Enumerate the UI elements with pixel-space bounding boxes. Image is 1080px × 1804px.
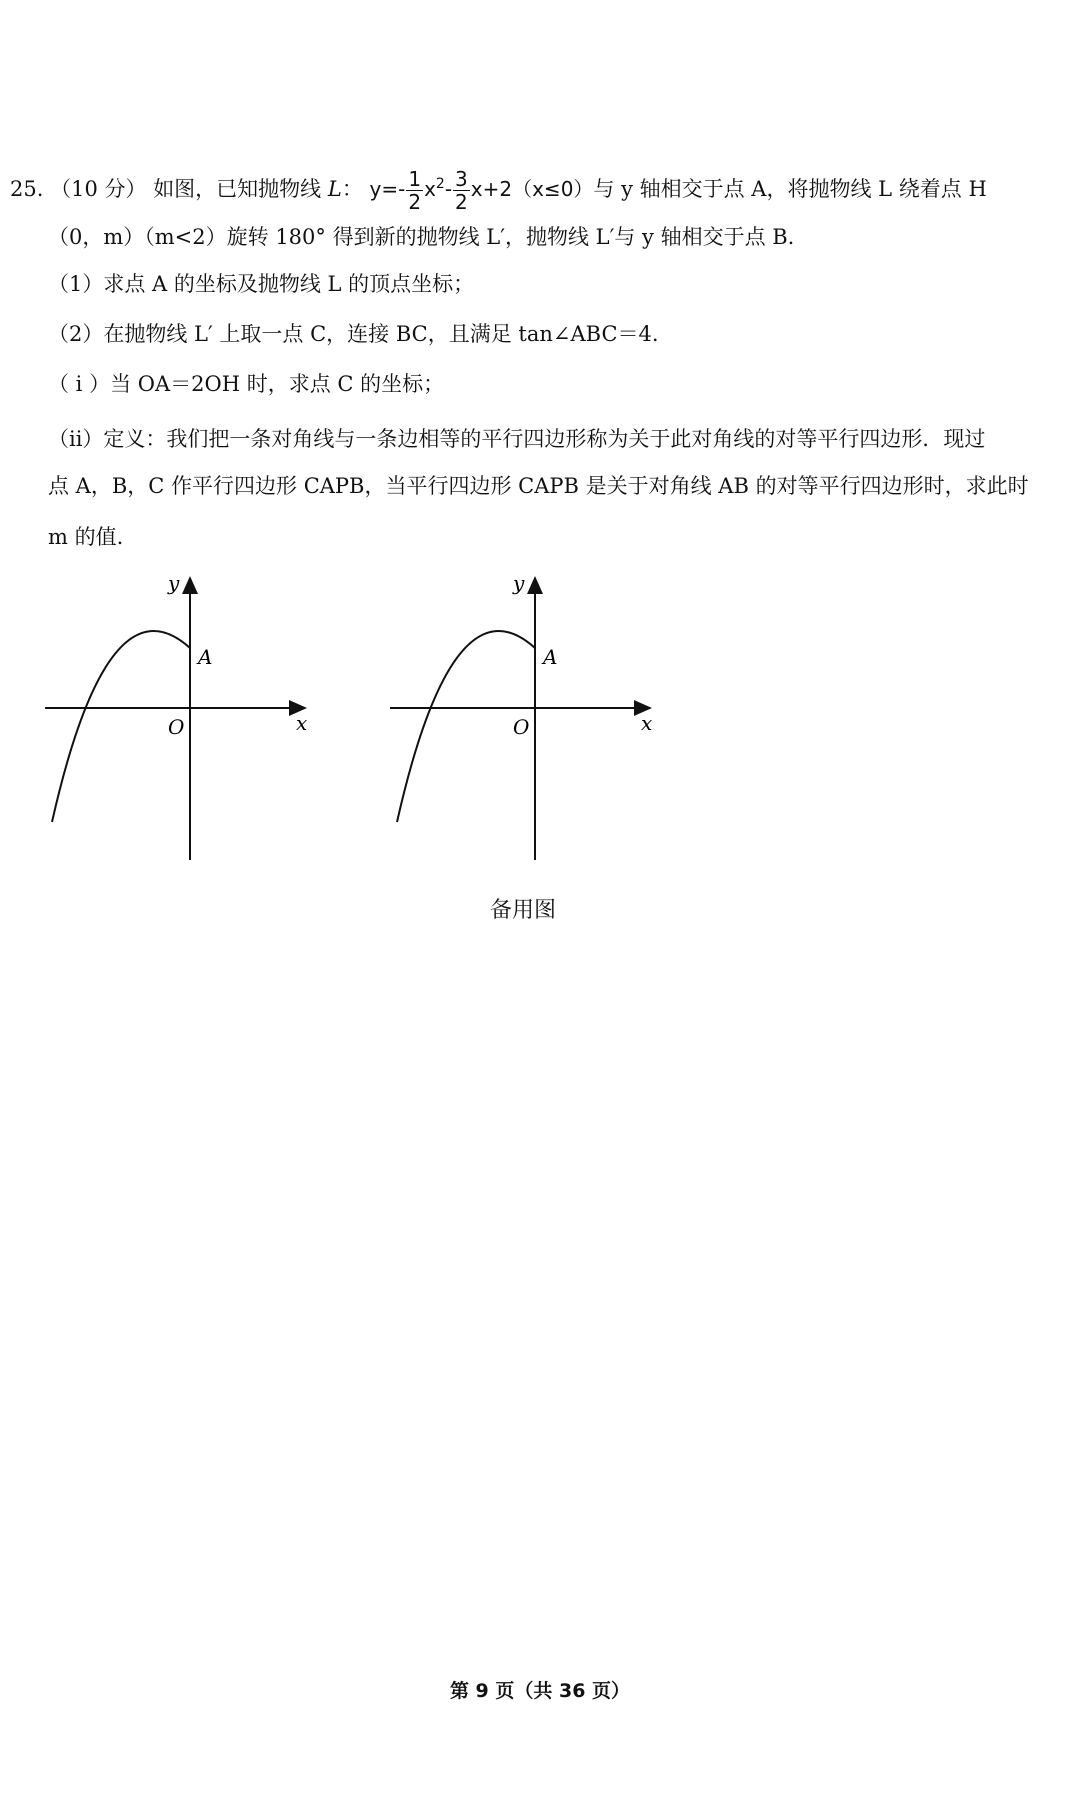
figure-caption: 备用图 bbox=[490, 898, 557, 923]
problem-score: （10 分） bbox=[50, 177, 147, 201]
page-footer: 第 9 页（共 36 页） bbox=[449, 1680, 631, 1702]
point-a-label: A bbox=[198, 645, 213, 669]
fraction-2-den: 2 bbox=[455, 190, 468, 214]
figure-backup bbox=[385, 568, 665, 868]
axis-label-x: x bbox=[296, 711, 308, 735]
axis-label-y: y bbox=[513, 571, 525, 595]
question-2-ii-line-2: 点 A，B，C 作平行四边形 CAPB，当平行四边形 CAPB 是关于对角线 AB 的对等平行四边形时，求此时 bbox=[48, 474, 1029, 498]
fraction-2-num: 3 bbox=[455, 167, 468, 191]
question-2-ii-line-1: （ii）定义：我们把一条对角线与一条边相等的平行四边形称为关于此对角线的对等平行四边形．现过 bbox=[48, 427, 986, 451]
eq-y: y=- bbox=[369, 177, 406, 201]
problem-number: 25. bbox=[10, 177, 44, 201]
fraction-2 bbox=[453, 168, 470, 213]
question-2: （2）在抛物线 L′ 上取一点 C，连接 BC，且满足 tan∠ABC＝4. bbox=[48, 322, 659, 346]
question-2-ii-line-3: m 的值. bbox=[48, 525, 124, 549]
problem-line-1 bbox=[10, 168, 1050, 213]
fraction-1 bbox=[406, 168, 423, 213]
axis-label-y: y bbox=[168, 571, 180, 595]
origin-label: O bbox=[513, 715, 530, 739]
eq-sup: 2 bbox=[435, 176, 445, 192]
colon: ： bbox=[341, 177, 363, 201]
axis-label-x: x bbox=[641, 711, 653, 735]
problem-line-2: （0，m）（m<2）旋转 180° 得到新的抛物线 L′，抛物线 L′与 y 轴相交于点 B. bbox=[48, 225, 795, 249]
figure-main bbox=[40, 568, 320, 868]
eq-minus: - bbox=[444, 177, 453, 201]
question-2-i: （ i ）当 OA＝2OH 时，求点 C 的坐标； bbox=[48, 372, 445, 396]
problem-intro: 如图，已知抛物线 bbox=[153, 177, 322, 201]
fraction-1-num: 1 bbox=[408, 167, 422, 191]
fraction-1-den: 2 bbox=[408, 190, 422, 214]
point-a-label: A bbox=[543, 645, 558, 669]
origin-label: O bbox=[168, 715, 185, 739]
eq-tail: x+2（x≤0） bbox=[470, 177, 594, 201]
eq-x: x bbox=[424, 177, 436, 201]
question-1: （1）求点 A 的坐标及抛物线 L 的顶点坐标； bbox=[48, 272, 475, 296]
curve-name: L bbox=[327, 177, 342, 201]
problem-intro-2: 与 y 轴相交于点 A，将抛物线 L 绕着点 H bbox=[593, 177, 987, 201]
